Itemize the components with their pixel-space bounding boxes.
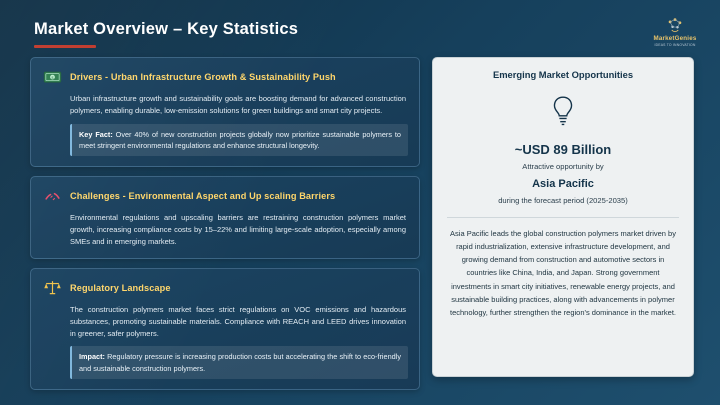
opportunity-value: ~USD 89 Billion bbox=[514, 142, 612, 157]
forecast-period: during the forecast period (2025-2035) bbox=[498, 196, 628, 205]
card-drivers bbox=[30, 57, 420, 167]
logo-tagline: IDEAS TO INNOVATION bbox=[654, 43, 696, 48]
panel-title: Emerging Market Opportunities bbox=[492, 69, 634, 80]
card-challenges bbox=[30, 176, 420, 259]
title-underline bbox=[34, 45, 96, 48]
scales-icon bbox=[42, 278, 62, 298]
card-title: Drivers - Urban Infrastructure Growth & Sustainability Push bbox=[70, 72, 336, 82]
svg-text:$: $ bbox=[50, 74, 54, 80]
logo bbox=[644, 8, 706, 56]
opportunity-subtitle: Attractive opportunity by bbox=[522, 162, 604, 171]
card-header bbox=[42, 67, 408, 87]
card-body: Urban infrastructure growth and sustainability goals are boosting demand for advanced construction polymers, enabling durable, low-emission solutions for green buildings and smart city projects. bbox=[70, 94, 406, 115]
logo-brand: MarketGenies bbox=[653, 34, 697, 42]
card-callout bbox=[70, 346, 408, 379]
card-title: Challenges - Environmental Aspect and Up scaling Barriers bbox=[70, 191, 336, 202]
opportunity-region: Asia Pacific bbox=[532, 178, 594, 190]
card-header bbox=[42, 186, 408, 206]
logo-mark-icon bbox=[665, 17, 685, 35]
card-title: Regulatory Landscape bbox=[70, 282, 171, 293]
page-title-text: Market Overview – Key Statistics bbox=[34, 20, 299, 38]
card-regulatory bbox=[30, 268, 420, 390]
emerging-opportunities-panel bbox=[432, 57, 694, 377]
card-header bbox=[42, 278, 408, 298]
panel-divider bbox=[447, 217, 679, 218]
lightbulb-icon bbox=[550, 95, 576, 132]
broken-chain-icon bbox=[42, 186, 62, 206]
card-body: The construction polymers market faces strict regulations on VOC emissions and hazardous substances, promoting sustainable materials. Compliance with REACH and LEED drives innovation in greener, safer polymers. bbox=[70, 304, 406, 338]
page-title bbox=[34, 20, 298, 48]
panel-paragraph: Asia Pacific leads the global construction polymers market driven by rapid industrialization, extensive infrastructure development, and growing demand from construction and automotive sectors in countries like China, India, and Japan. Strong government investments in smart city initiatives, renewable energy projects, and sustainable building practices, along with advancements in polymer technology, further strengthen the region's dominance in the market. bbox=[449, 229, 676, 317]
callout-text: Regulatory pressure is increasing production costs but accelerating the shift to eco-friendly and sustainable construction polymers. bbox=[79, 352, 401, 373]
callout-text: Over 40% of new construction projects globally now prioritize sustainable polymers to meet stringent environmental regulations and enhance structural longevity. bbox=[79, 129, 401, 150]
callout-label: Key Fact: bbox=[79, 129, 113, 139]
money-bill-icon bbox=[42, 67, 62, 87]
card-callout bbox=[70, 124, 408, 157]
card-body: Environmental regulations and upscaling barriers are restraining construction polymers market growth, increasing compliance costs by 15–22% and limiting large-scale adoption, especially among SMEs and in emerging markets. bbox=[70, 213, 406, 246]
callout-label: Impact: bbox=[79, 352, 105, 362]
insight-cards bbox=[30, 57, 420, 390]
